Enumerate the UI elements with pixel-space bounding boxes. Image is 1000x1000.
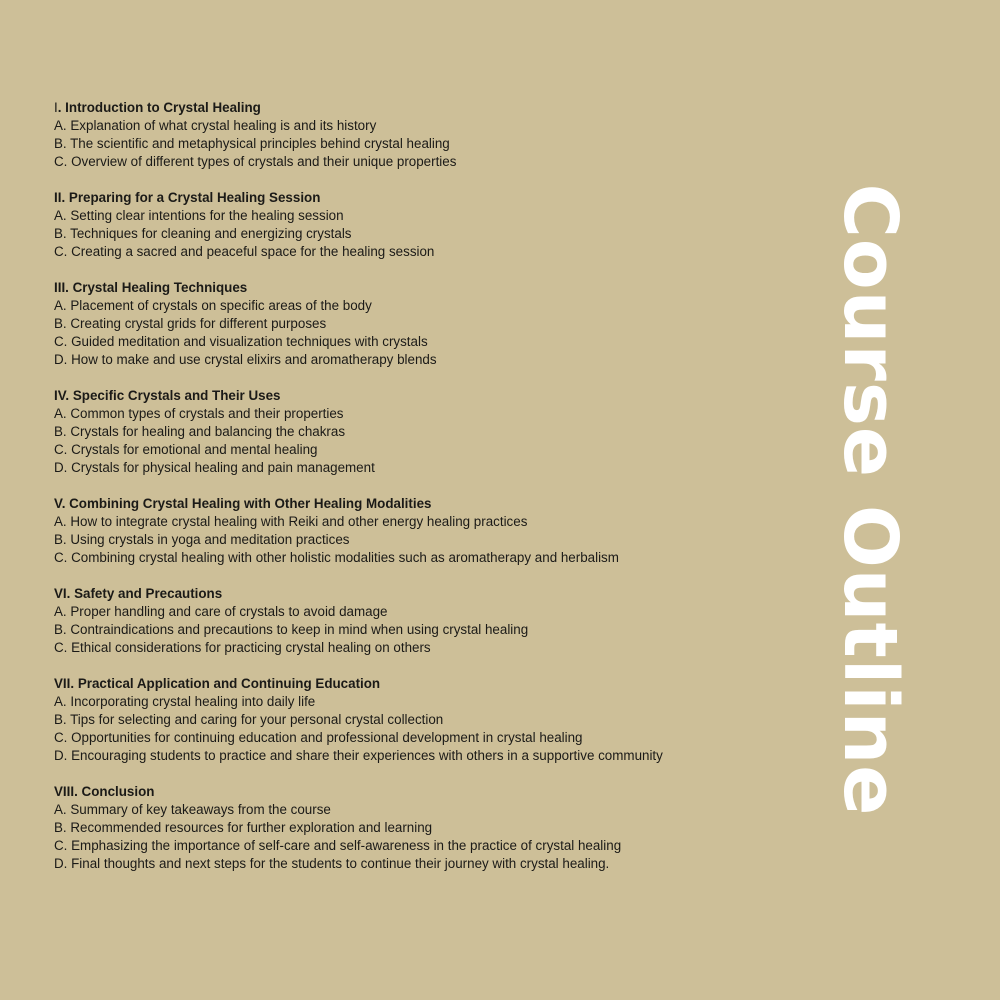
section-practical — [54, 675, 684, 765]
section-heading: III. Crystal Healing Techniques — [54, 280, 248, 295]
section-heading: VIII. Conclusion — [54, 784, 155, 799]
outline-item: D. Crystals for physical healing and pain management — [54, 460, 375, 475]
outline-item: D. Encouraging students to practice and share their experiences with others in a supportive community — [54, 748, 663, 763]
outline-item: A. Common types of crystals and their properties — [54, 406, 344, 421]
section-heading: V. Combining Crystal Healing with Other Healing Modalities — [54, 496, 432, 511]
outline-item: B. Using crystals in yoga and meditation practices — [54, 532, 350, 547]
course-outline — [54, 99, 684, 891]
outline-item: A. Explanation of what crystal healing is and its history — [54, 118, 377, 133]
section-safety — [54, 585, 684, 657]
section-heading — [54, 99, 684, 117]
outline-item: C. Ethical considerations for practicing crystal healing on others — [54, 640, 431, 655]
section-preparing — [54, 189, 684, 261]
outline-item: C. Guided meditation and visualization techniques with crystals — [54, 334, 428, 349]
outline-item: B. Recommended resources for further exploration and learning — [54, 820, 433, 835]
outline-item: D. How to make and use crystal elixirs and aromatherapy blends — [54, 352, 437, 367]
outline-item: B. Techniques for cleaning and energizing crystals — [54, 226, 352, 241]
outline-item: A. Incorporating crystal healing into daily life — [54, 694, 316, 709]
outline-item: B. Creating crystal grids for different purposes — [54, 316, 327, 331]
page-title: Course Outline — [827, 183, 913, 817]
outline-item: A. Proper handling and care of crystals to avoid damage — [54, 604, 388, 619]
section-heading: VI. Safety and Precautions — [54, 586, 223, 601]
outline-item: B. The scientific and metaphysical principles behind crystal healing — [54, 136, 450, 151]
outline-item: B. Crystals for healing and balancing the chakras — [54, 424, 346, 439]
section-heading: IV. Specific Crystals and Their Uses — [54, 388, 281, 403]
outline-item: A. Placement of crystals on specific areas of the body — [54, 298, 372, 313]
section-numeral: I — [54, 100, 58, 115]
section-combining — [54, 495, 684, 567]
section-heading-text: . Introduction to Crystal Healing — [57, 100, 261, 115]
section-specific-crystals — [54, 387, 684, 477]
outline-item: D. Final thoughts and next steps for the students to continue their journey with crystal healing. — [54, 856, 610, 871]
outline-item: C. Crystals for emotional and mental healing — [54, 442, 318, 457]
outline-item: C. Opportunities for continuing education and professional development in crystal healing — [54, 730, 583, 745]
outline-item: A. How to integrate crystal healing with Reiki and other energy healing practices — [54, 514, 528, 529]
outline-item: C. Creating a sacred and peaceful space for the healing session — [54, 244, 435, 259]
section-heading: II. Preparing for a Crystal Healing Session — [54, 190, 321, 205]
outline-item: C. Emphasizing the importance of self-care and self-awareness in the practice of crystal healing — [54, 838, 622, 853]
outline-item: B. Contraindications and precautions to keep in mind when using crystal healing — [54, 622, 529, 637]
outline-item: A. Summary of key takeaways from the course — [54, 802, 331, 817]
section-techniques — [54, 279, 684, 369]
section-introduction — [54, 99, 684, 171]
outline-item: C. Combining crystal healing with other holistic modalities such as aromatherapy and herbalism — [54, 550, 619, 565]
section-conclusion — [54, 783, 684, 873]
outline-item: A. Setting clear intentions for the healing session — [54, 208, 344, 223]
section-heading: VII. Practical Application and Continuing Education — [54, 676, 381, 691]
outline-item: B. Tips for selecting and caring for your personal crystal collection — [54, 712, 444, 727]
outline-item: C. Overview of different types of crystals and their unique properties — [54, 154, 457, 169]
